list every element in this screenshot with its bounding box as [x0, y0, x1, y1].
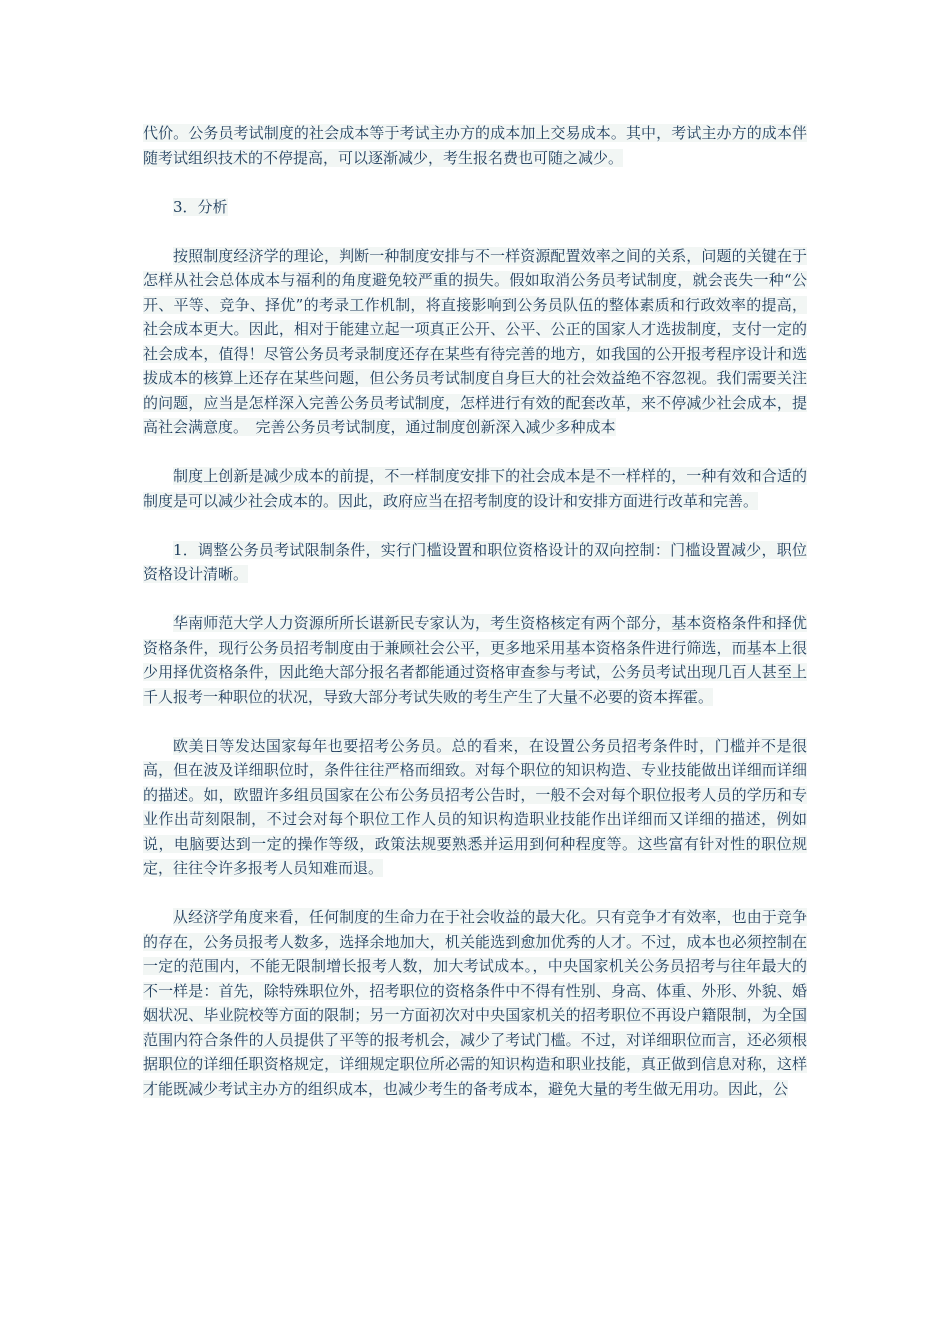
paragraph-text: 华南师范大学人力资源所所长谌新民专家认为，考生资格核定有两个部分，基本资格条件和择优资格条件，现行公务员招考制度由于兼顾社会公平，更多地采用基本资格条件进行筛选，而基本上很少用择优资格条件，因此绝大部分报名者都能通过资格审查参与考试，公务员考试出现几百人甚至上千人报考一种职位的状况，导致大部分考试失败的考生产生了大量不必要的资本挥霍。 — [143, 614, 807, 706]
paragraph-institutional-economics — [143, 244, 807, 440]
document-page — [143, 121, 807, 1126]
paragraph-western-practice — [143, 734, 807, 881]
paragraph-institutional-innovation — [143, 464, 807, 513]
paragraph-text: 从经济学角度来看，任何制度的生命力在于社会收益的最大化。只有竞争才有效率，也由于竞争的存在，公务员报考人数多，选择余地加大，机关能选到愈加优秀的人才。不过，成本也必须控制在一定的范围内，不能无限制增长报考人数，加大考试成本。，中央国家机关公务员招考与往年最大的不一样是：首先，除特殊职位外，招考职位的资格条件中不得有性别、身高、体重、外形、外貌、婚姻状况、毕业院校等方面的限制；另一方面初次对中央国家机关的招考职位不再设户籍限制，为全国范围内符合条件的人员提供了平等的报考机会，减少了考试门槛。不过，对详细职位而言，还必须根据职位的详细任职资格规定，详细规定职位所必需的知识构造和职业技能，真正做到信息对称，这样才能既减少考试主办方的组织成本，也减少考生的备考成本，避免大量的考生做无用功。因此，公 — [143, 908, 807, 1098]
paragraph-text: 按照制度经济学的理论，判断一种制度安排与不一样资源配置效率之间的关系，问题的关键在于怎样从社会总体成本与福利的角度避免较严重的损失。假如取消公务员考试制度，就会丧失一种“公开、平等、竞争、择优”的考录工作机制，将直接影响到公务员队伍的整体素质和行政效率的提高，社会成本更大。因此，相对于能建立起一项真正公开、公平、公正的国家人才选拔制度，支付一定的社会成本，值得！尽管公务员考录制度还存在某些有待完善的地方，如我国的公开报考程序设计和选拔成本的核算上还存在某些问题，但公务员考试制度自身巨大的社会效益绝不容忽视。我们需要关注的问题，应当是怎样深入完善公务员考试制度，怎样进行有效的配套改革，来不停减少社会成本，提高社会满意度。 完善公务员考试制度，通过制度创新深入减少多种成本 — [143, 246, 807, 436]
section-heading-analysis — [143, 195, 807, 220]
paragraph-text: 1．调整公务员考试限制条件，实行门槛设置和职位资格设计的双向控制：门槛设置减少，职位资格设计清晰。 — [143, 540, 807, 583]
paragraph-text: 代价。公务员考试制度的社会成本等于考试主办方的成本加上交易成本。其中，考试主办方的成本伴随考试组织技术的不停提高，可以逐渐减少，考生报名费也可随之减少。 — [143, 124, 807, 167]
paragraph-economic-view — [143, 905, 807, 1101]
paragraph-cost-intro — [143, 121, 807, 170]
paragraph-point-1 — [143, 538, 807, 587]
heading-text: 3．分析 — [173, 197, 228, 216]
paragraph-expert-view — [143, 611, 807, 709]
paragraph-text: 制度上创新是减少成本的前提，不一样制度安排下的社会成本是不一样样的，一种有效和合适的制度是可以减少社会成本的。因此，政府应当在招考制度的设计和安排方面进行改革和完善。 — [143, 467, 807, 510]
paragraph-text: 欧美日等发达国家每年也要招考公务员。总的看来，在设置公务员招考条件时，门槛并不是很高，但在波及详细职位时，条件往往严格而细致。对每个职位的知识构造、专业技能做出详细而详细的描述。如，欧盟许多组员国家在公布公务员招考公告时，一般不会对每个职位报考人员的学历和专业作出苛刻限制，不过会对每个职位工作人员的知识构造职业技能作出详细而又详细的描述，例如说，电脑要达到一定的操作等级，政策法规要熟悉并运用到何种程度等。这些富有针对性的职位规定，往往令许多报考人员知难而退。 — [143, 736, 807, 877]
